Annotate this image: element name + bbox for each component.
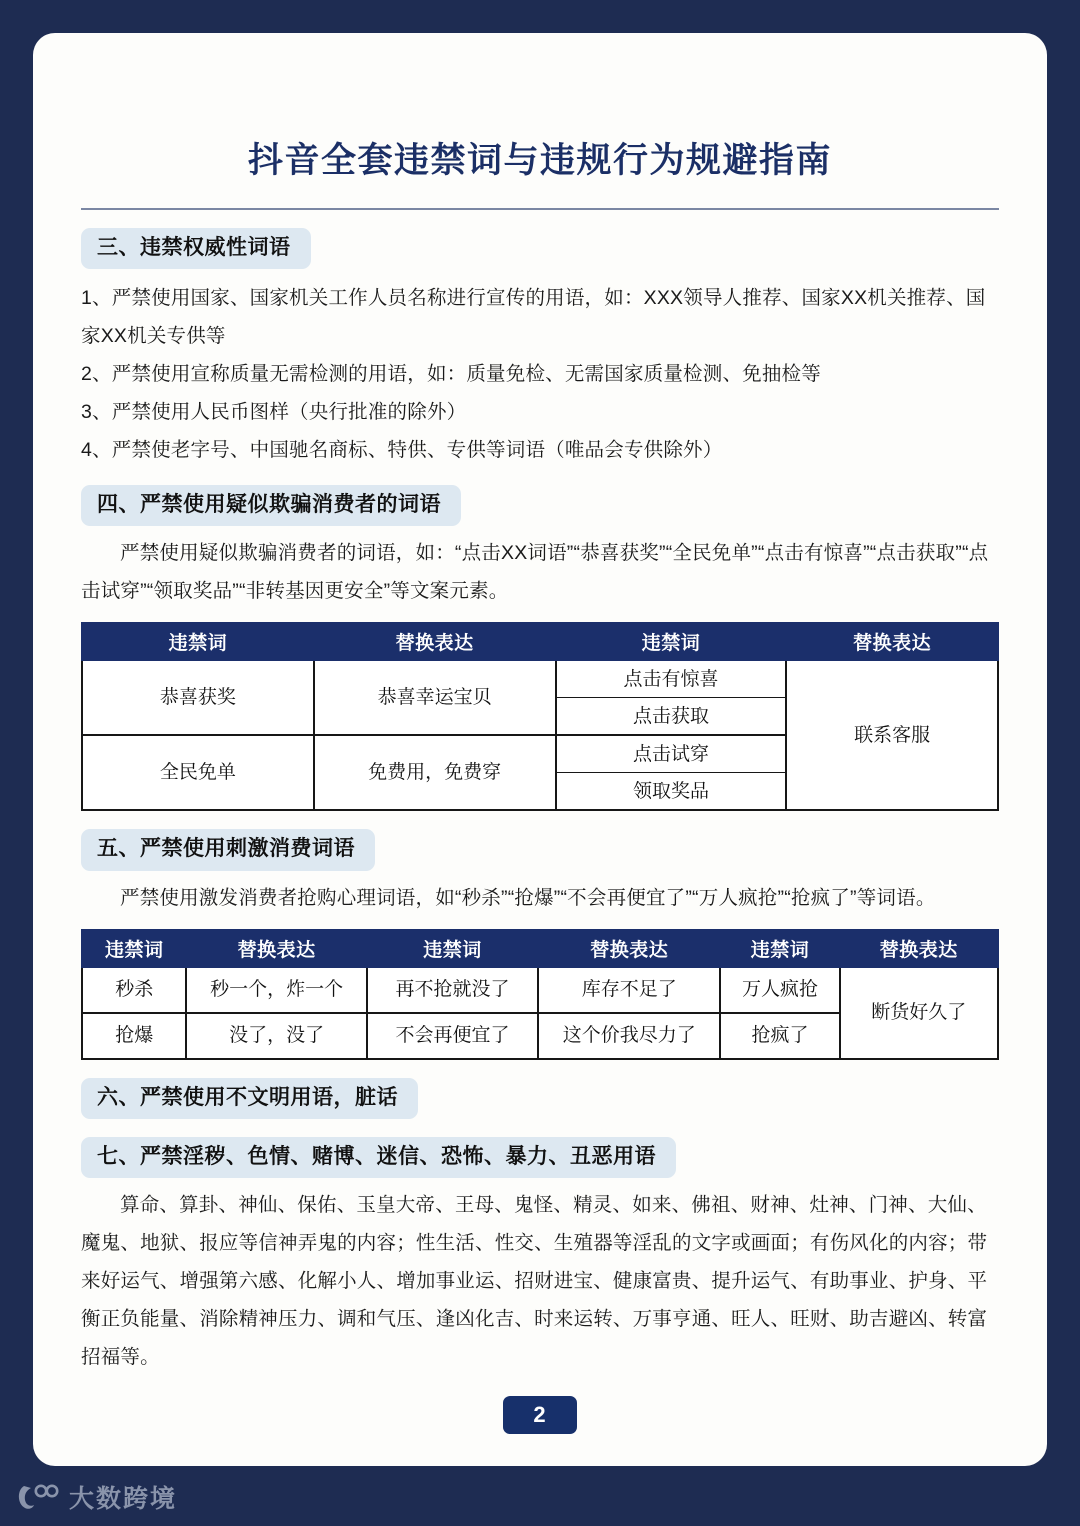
section-five [81,829,999,870]
column-header: 违禁词 [82,930,186,967]
section-four-heading: 四、严禁使用疑似欺骗消费者的词语 [81,485,461,526]
section-seven [81,1137,999,1178]
column-header: 违禁词 [82,623,314,660]
list-item: 3、严禁使用人民币图样（央行批准的除外） [81,401,467,424]
section-four-body [81,534,999,610]
banned-word-cell: 领取奖品 [556,773,787,811]
section-three-heading: 三、违禁权威性词语 [81,228,311,269]
section-seven-body [81,1186,999,1376]
urgency-words-table [81,929,999,1060]
section-six [81,1078,999,1119]
page-number-badge: 2 [503,1396,577,1434]
paragraph: 严禁使用激发消费者抢购心理词语，如“秒杀”“抢爆”“不会再便宜了”“万人疯抢”“抢疯了”等词语。 [120,886,936,909]
banned-word-cell: 秒杀 [82,967,186,1013]
paragraph: 严禁使用疑似欺骗消费者的词语，如：“点击XX词语”“恭喜获奖”“全民免单”“点击有惊喜”“点击获取”“点击试穿”“领取奖品”“非转基因更安全”等文案元素。 [81,542,989,603]
list-item: 4、严禁使老字号、中国驰名商标、特供、专供等词语（唯品会专供除外） [81,439,723,462]
watermark [14,1479,177,1515]
replacement-cell-merged: 联系客服 [786,660,998,810]
brand-logo-icon [14,1482,60,1512]
replacement-cell: 没了，没了 [186,1013,366,1059]
banned-word-cell: 点击试穿 [556,735,787,773]
column-header: 违禁词 [720,930,839,967]
table-header-row [82,623,998,660]
table-row [82,660,998,698]
column-header: 替换表达 [186,930,366,967]
replacement-cell: 恭喜幸运宝贝 [314,660,556,735]
column-header: 替换表达 [840,930,999,967]
section-five-body [81,879,999,917]
section-three [81,228,999,269]
column-header: 违禁词 [367,930,538,967]
banned-word-cell: 再不抢就没了 [367,967,538,1013]
list-item: 2、严禁使用宣称质量无需检测的用语，如：质量免检、无需国家质量检测、免抽检等 [81,363,821,386]
banned-word-cell: 万人疯抢 [720,967,839,1013]
replacement-cell: 免费用，免费穿 [314,735,556,810]
title-divider [81,208,999,210]
replacement-cell-merged: 断货好久了 [840,967,999,1059]
section-four [81,485,999,526]
page-content [33,33,1047,1376]
banned-word-cell: 点击有惊喜 [556,660,787,698]
section-six-heading: 六、严禁使用不文明用语，脏话 [81,1078,418,1119]
column-header: 替换表达 [314,623,556,660]
replacement-cell: 秒一个，炸一个 [186,967,366,1013]
table-row [82,967,998,1013]
replacement-cell: 库存不足了 [538,967,720,1013]
page-title: 抖音全套违禁词与违规行为规避指南 [247,141,832,180]
section-five-heading: 五、严禁使用刺激消费词语 [81,829,375,870]
column-header: 替换表达 [538,930,720,967]
document-page [33,33,1047,1466]
paragraph: 算命、算卦、神仙、保佑、玉皇大帝、王母、鬼怪、精灵、如来、佛祖、财神、灶神、门神、大仙、魔鬼、地狱、报应等信神弄鬼的内容；性生活、性交、生殖器等淫乱的文字或画面；有伤风化的内容；带来好运气、增强第六感、化解小人、增加事业运、招财进宝、健康富贵、提升运气、有助事业、护身、平衡正负能量、消除精神压力、调和气压、逢凶化吉、时来运转、万事亨通、旺人、旺财、助吉避凶、转富招福等。 [81,1193,988,1368]
column-header: 违禁词 [556,623,787,660]
banned-word-cell: 抢爆 [82,1013,186,1059]
banned-word-cell: 恭喜获奖 [82,660,314,735]
column-header: 替换表达 [786,623,998,660]
replacement-cell: 这个价我尽力了 [538,1013,720,1059]
list-item: 1、严禁使用国家、国家机关工作人员名称进行宣传的用语，如：XXX领导人推荐、国家XX机关推荐、国家XX机关专供等 [81,287,986,348]
banned-word-cell: 抢疯了 [720,1013,839,1059]
section-three-list [81,279,999,469]
banned-word-cell: 不会再便宜了 [367,1013,538,1059]
deceptive-words-table [81,622,999,811]
banned-word-cell: 点击获取 [556,698,787,736]
section-seven-heading: 七、严禁淫秽、色情、赌博、迷信、恐怖、暴力、丑恶用语 [81,1137,676,1178]
table-header-row [82,930,998,967]
watermark-brand-text: 大数跨境 [69,1485,178,1513]
banned-word-cell: 全民免单 [82,735,314,810]
